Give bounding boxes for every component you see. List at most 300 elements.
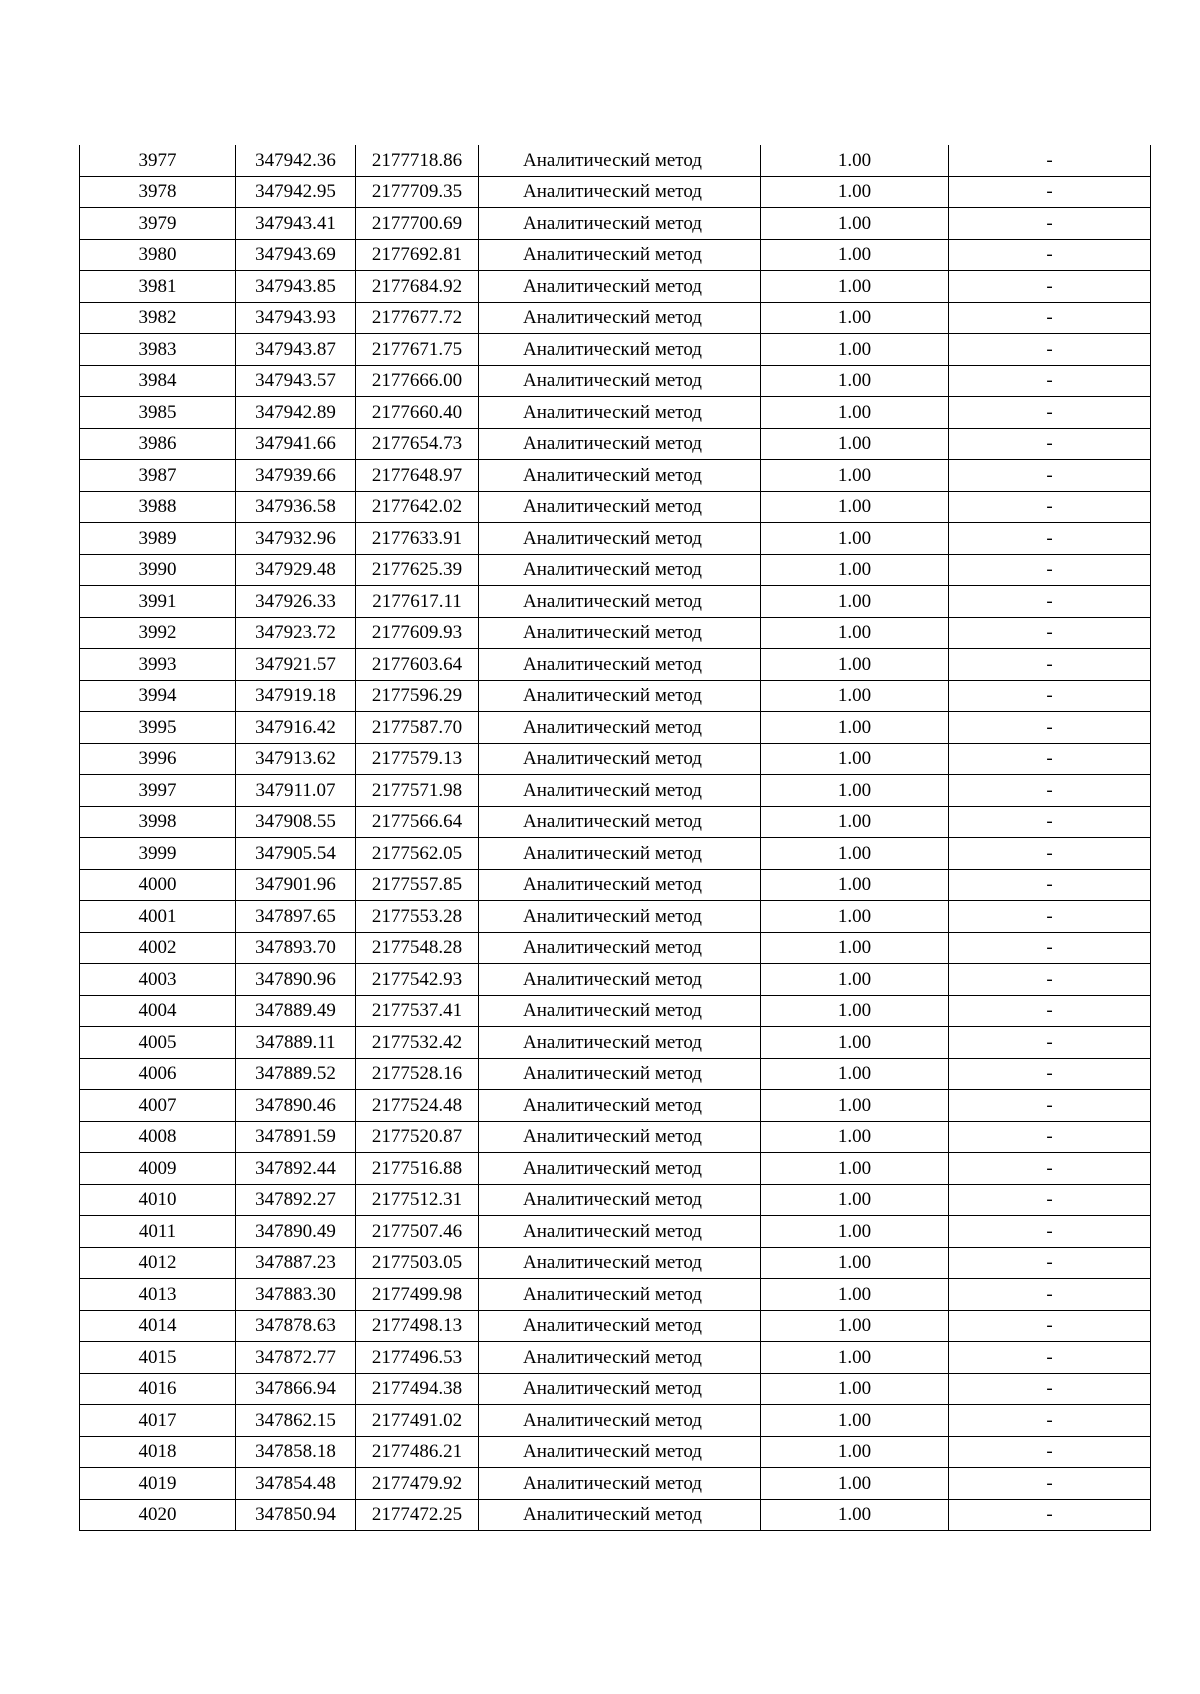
accuracy-cell: 1.00 [761, 775, 949, 807]
note-cell: - [949, 1405, 1151, 1437]
table-row [80, 334, 1151, 366]
x-coordinate-cell: 347872.77 [236, 1342, 356, 1374]
method-cell: Аналитический метод [479, 806, 761, 838]
accuracy-cell: 1.00 [761, 491, 949, 523]
y-coordinate-cell: 2177642.02 [356, 491, 479, 523]
point-number-cell: 4008 [80, 1121, 236, 1153]
x-coordinate-cell: 347908.55 [236, 806, 356, 838]
point-number-cell: 3999 [80, 838, 236, 870]
table-row [80, 775, 1151, 807]
point-number-cell: 3990 [80, 554, 236, 586]
method-cell: Аналитический метод [479, 1405, 761, 1437]
accuracy-cell: 1.00 [761, 1027, 949, 1059]
point-number-cell: 3992 [80, 617, 236, 649]
note-cell: - [949, 901, 1151, 933]
note-cell: - [949, 460, 1151, 492]
table-row [80, 932, 1151, 964]
x-coordinate-cell: 347932.96 [236, 523, 356, 555]
table-row [80, 680, 1151, 712]
accuracy-cell: 1.00 [761, 1153, 949, 1185]
y-coordinate-cell: 2177617.11 [356, 586, 479, 618]
point-number-cell: 3986 [80, 428, 236, 460]
method-cell: Аналитический метод [479, 680, 761, 712]
y-coordinate-cell: 2177548.28 [356, 932, 479, 964]
point-number-cell: 4018 [80, 1436, 236, 1468]
x-coordinate-cell: 347911.07 [236, 775, 356, 807]
y-coordinate-cell: 2177660.40 [356, 397, 479, 429]
y-coordinate-cell: 2177603.64 [356, 649, 479, 681]
y-coordinate-cell: 2177625.39 [356, 554, 479, 586]
table-row [80, 586, 1151, 618]
point-number-cell: 4010 [80, 1184, 236, 1216]
x-coordinate-cell: 347878.63 [236, 1310, 356, 1342]
note-cell: - [949, 397, 1151, 429]
note-cell: - [949, 271, 1151, 303]
x-coordinate-cell: 347858.18 [236, 1436, 356, 1468]
x-coordinate-cell: 347883.30 [236, 1279, 356, 1311]
method-cell: Аналитический метод [479, 932, 761, 964]
method-cell: Аналитический метод [479, 712, 761, 744]
table-row [80, 617, 1151, 649]
method-cell: Аналитический метод [479, 1058, 761, 1090]
table-row [80, 460, 1151, 492]
x-coordinate-cell: 347919.18 [236, 680, 356, 712]
table-row [80, 397, 1151, 429]
accuracy-cell: 1.00 [761, 712, 949, 744]
method-cell: Аналитический метод [479, 869, 761, 901]
x-coordinate-cell: 347916.42 [236, 712, 356, 744]
y-coordinate-cell: 2177648.97 [356, 460, 479, 492]
x-coordinate-cell: 347913.62 [236, 743, 356, 775]
x-coordinate-cell: 347939.66 [236, 460, 356, 492]
note-cell: - [949, 586, 1151, 618]
accuracy-cell: 1.00 [761, 1184, 949, 1216]
table-row [80, 964, 1151, 996]
table-row [80, 1090, 1151, 1122]
x-coordinate-cell: 347941.66 [236, 428, 356, 460]
y-coordinate-cell: 2177496.53 [356, 1342, 479, 1374]
accuracy-cell: 1.00 [761, 302, 949, 334]
point-number-cell: 4003 [80, 964, 236, 996]
y-coordinate-cell: 2177479.92 [356, 1468, 479, 1500]
note-cell: - [949, 491, 1151, 523]
note-cell: - [949, 806, 1151, 838]
table-row [80, 712, 1151, 744]
y-coordinate-cell: 2177503.05 [356, 1247, 479, 1279]
y-coordinate-cell: 2177553.28 [356, 901, 479, 933]
table-row [80, 302, 1151, 334]
y-coordinate-cell: 2177524.48 [356, 1090, 479, 1122]
accuracy-cell: 1.00 [761, 523, 949, 555]
y-coordinate-cell: 2177542.93 [356, 964, 479, 996]
accuracy-cell: 1.00 [761, 1216, 949, 1248]
accuracy-cell: 1.00 [761, 145, 949, 176]
table-row [80, 1373, 1151, 1405]
x-coordinate-cell: 347897.65 [236, 901, 356, 933]
table-row [80, 1436, 1151, 1468]
note-cell: - [949, 1058, 1151, 1090]
x-coordinate-cell: 347929.48 [236, 554, 356, 586]
accuracy-cell: 1.00 [761, 806, 949, 838]
x-coordinate-cell: 347905.54 [236, 838, 356, 870]
note-cell: - [949, 428, 1151, 460]
note-cell: - [949, 743, 1151, 775]
accuracy-cell: 1.00 [761, 1247, 949, 1279]
y-coordinate-cell: 2177566.64 [356, 806, 479, 838]
note-cell: - [949, 1153, 1151, 1185]
x-coordinate-cell: 347854.48 [236, 1468, 356, 1500]
x-coordinate-cell: 347942.95 [236, 176, 356, 208]
y-coordinate-cell: 2177609.93 [356, 617, 479, 649]
method-cell: Аналитический метод [479, 617, 761, 649]
method-cell: Аналитический метод [479, 460, 761, 492]
y-coordinate-cell: 2177499.98 [356, 1279, 479, 1311]
accuracy-cell: 1.00 [761, 964, 949, 996]
y-coordinate-cell: 2177557.85 [356, 869, 479, 901]
y-coordinate-cell: 2177596.29 [356, 680, 479, 712]
method-cell: Аналитический метод [479, 1279, 761, 1311]
note-cell: - [949, 302, 1151, 334]
note-cell: - [949, 176, 1151, 208]
point-number-cell: 3987 [80, 460, 236, 492]
method-cell: Аналитический метод [479, 1436, 761, 1468]
table-row [80, 806, 1151, 838]
note-cell: - [949, 995, 1151, 1027]
method-cell: Аналитический метод [479, 239, 761, 271]
note-cell: - [949, 1279, 1151, 1311]
y-coordinate-cell: 2177718.86 [356, 145, 479, 176]
method-cell: Аналитический метод [479, 1090, 761, 1122]
note-cell: - [949, 617, 1151, 649]
point-number-cell: 3981 [80, 271, 236, 303]
table-row [80, 869, 1151, 901]
table-row [80, 743, 1151, 775]
y-coordinate-cell: 2177633.91 [356, 523, 479, 555]
method-cell: Аналитический метод [479, 1342, 761, 1374]
y-coordinate-cell: 2177709.35 [356, 176, 479, 208]
point-number-cell: 4004 [80, 995, 236, 1027]
point-number-cell: 4017 [80, 1405, 236, 1437]
accuracy-cell: 1.00 [761, 334, 949, 366]
point-number-cell: 3984 [80, 365, 236, 397]
table-row [80, 176, 1151, 208]
table-row [80, 491, 1151, 523]
point-number-cell: 3994 [80, 680, 236, 712]
table-row [80, 1405, 1151, 1437]
note-cell: - [949, 208, 1151, 240]
x-coordinate-cell: 347901.96 [236, 869, 356, 901]
point-number-cell: 3991 [80, 586, 236, 618]
point-number-cell: 4013 [80, 1279, 236, 1311]
x-coordinate-cell: 347942.89 [236, 397, 356, 429]
method-cell: Аналитический метод [479, 145, 761, 176]
table-row [80, 271, 1151, 303]
note-cell: - [949, 964, 1151, 996]
method-cell: Аналитический метод [479, 334, 761, 366]
point-number-cell: 3988 [80, 491, 236, 523]
x-coordinate-cell: 347921.57 [236, 649, 356, 681]
note-cell: - [949, 712, 1151, 744]
method-cell: Аналитический метод [479, 649, 761, 681]
coordinates-table [79, 145, 1151, 1531]
coordinates-table-body [80, 145, 1151, 1531]
y-coordinate-cell: 2177532.42 [356, 1027, 479, 1059]
table-row [80, 208, 1151, 240]
method-cell: Аналитический метод [479, 1247, 761, 1279]
y-coordinate-cell: 2177507.46 [356, 1216, 479, 1248]
accuracy-cell: 1.00 [761, 617, 949, 649]
accuracy-cell: 1.00 [761, 1279, 949, 1311]
method-cell: Аналитический метод [479, 964, 761, 996]
point-number-cell: 4002 [80, 932, 236, 964]
accuracy-cell: 1.00 [761, 1436, 949, 1468]
x-coordinate-cell: 347890.96 [236, 964, 356, 996]
note-cell: - [949, 1027, 1151, 1059]
accuracy-cell: 1.00 [761, 1058, 949, 1090]
note-cell: - [949, 1468, 1151, 1500]
method-cell: Аналитический метод [479, 1373, 761, 1405]
accuracy-cell: 1.00 [761, 869, 949, 901]
note-cell: - [949, 838, 1151, 870]
point-number-cell: 4000 [80, 869, 236, 901]
table-row [80, 554, 1151, 586]
x-coordinate-cell: 347943.41 [236, 208, 356, 240]
note-cell: - [949, 775, 1151, 807]
accuracy-cell: 1.00 [761, 901, 949, 933]
method-cell: Аналитический метод [479, 743, 761, 775]
y-coordinate-cell: 2177587.70 [356, 712, 479, 744]
x-coordinate-cell: 347890.49 [236, 1216, 356, 1248]
method-cell: Аналитический метод [479, 208, 761, 240]
point-number-cell: 4006 [80, 1058, 236, 1090]
table-row [80, 1468, 1151, 1500]
accuracy-cell: 1.00 [761, 271, 949, 303]
x-coordinate-cell: 347943.69 [236, 239, 356, 271]
method-cell: Аналитический метод [479, 1499, 761, 1531]
table-row [80, 1247, 1151, 1279]
y-coordinate-cell: 2177520.87 [356, 1121, 479, 1153]
point-number-cell: 3985 [80, 397, 236, 429]
point-number-cell: 4012 [80, 1247, 236, 1279]
table-row [80, 523, 1151, 555]
accuracy-cell: 1.00 [761, 397, 949, 429]
x-coordinate-cell: 347891.59 [236, 1121, 356, 1153]
table-row [80, 995, 1151, 1027]
accuracy-cell: 1.00 [761, 932, 949, 964]
x-coordinate-cell: 347942.36 [236, 145, 356, 176]
x-coordinate-cell: 347892.27 [236, 1184, 356, 1216]
note-cell: - [949, 1090, 1151, 1122]
note-cell: - [949, 365, 1151, 397]
point-number-cell: 3996 [80, 743, 236, 775]
method-cell: Аналитический метод [479, 838, 761, 870]
method-cell: Аналитический метод [479, 775, 761, 807]
y-coordinate-cell: 2177692.81 [356, 239, 479, 271]
note-cell: - [949, 1310, 1151, 1342]
method-cell: Аналитический метод [479, 397, 761, 429]
accuracy-cell: 1.00 [761, 1342, 949, 1374]
method-cell: Аналитический метод [479, 1184, 761, 1216]
point-number-cell: 4001 [80, 901, 236, 933]
point-number-cell: 3982 [80, 302, 236, 334]
y-coordinate-cell: 2177571.98 [356, 775, 479, 807]
accuracy-cell: 1.00 [761, 460, 949, 492]
y-coordinate-cell: 2177562.05 [356, 838, 479, 870]
point-number-cell: 4007 [80, 1090, 236, 1122]
method-cell: Аналитический метод [479, 302, 761, 334]
y-coordinate-cell: 2177579.13 [356, 743, 479, 775]
table-row [80, 145, 1151, 176]
x-coordinate-cell: 347893.70 [236, 932, 356, 964]
note-cell: - [949, 1342, 1151, 1374]
y-coordinate-cell: 2177677.72 [356, 302, 479, 334]
accuracy-cell: 1.00 [761, 554, 949, 586]
point-number-cell: 4019 [80, 1468, 236, 1500]
accuracy-cell: 1.00 [761, 208, 949, 240]
point-number-cell: 3989 [80, 523, 236, 555]
accuracy-cell: 1.00 [761, 1310, 949, 1342]
x-coordinate-cell: 347866.94 [236, 1373, 356, 1405]
method-cell: Аналитический метод [479, 1153, 761, 1185]
point-number-cell: 4016 [80, 1373, 236, 1405]
accuracy-cell: 1.00 [761, 649, 949, 681]
accuracy-cell: 1.00 [761, 838, 949, 870]
point-number-cell: 3995 [80, 712, 236, 744]
method-cell: Аналитический метод [479, 1468, 761, 1500]
point-number-cell: 3997 [80, 775, 236, 807]
table-row [80, 428, 1151, 460]
x-coordinate-cell: 347943.87 [236, 334, 356, 366]
note-cell: - [949, 1499, 1151, 1531]
x-coordinate-cell: 347943.57 [236, 365, 356, 397]
x-coordinate-cell: 347936.58 [236, 491, 356, 523]
accuracy-cell: 1.00 [761, 1499, 949, 1531]
x-coordinate-cell: 347862.15 [236, 1405, 356, 1437]
y-coordinate-cell: 2177654.73 [356, 428, 479, 460]
note-cell: - [949, 1373, 1151, 1405]
table-row [80, 1216, 1151, 1248]
accuracy-cell: 1.00 [761, 365, 949, 397]
method-cell: Аналитический метод [479, 491, 761, 523]
table-row [80, 649, 1151, 681]
x-coordinate-cell: 347923.72 [236, 617, 356, 649]
method-cell: Аналитический метод [479, 1216, 761, 1248]
x-coordinate-cell: 347889.11 [236, 1027, 356, 1059]
point-number-cell: 4005 [80, 1027, 236, 1059]
note-cell: - [949, 145, 1151, 176]
accuracy-cell: 1.00 [761, 1090, 949, 1122]
note-cell: - [949, 1247, 1151, 1279]
table-row [80, 1499, 1151, 1531]
method-cell: Аналитический метод [479, 428, 761, 460]
point-number-cell: 3980 [80, 239, 236, 271]
note-cell: - [949, 649, 1151, 681]
note-cell: - [949, 1121, 1151, 1153]
x-coordinate-cell: 347850.94 [236, 1499, 356, 1531]
note-cell: - [949, 334, 1151, 366]
x-coordinate-cell: 347889.49 [236, 995, 356, 1027]
y-coordinate-cell: 2177494.38 [356, 1373, 479, 1405]
accuracy-cell: 1.00 [761, 586, 949, 618]
method-cell: Аналитический метод [479, 176, 761, 208]
point-number-cell: 4011 [80, 1216, 236, 1248]
method-cell: Аналитический метод [479, 554, 761, 586]
accuracy-cell: 1.00 [761, 680, 949, 712]
x-coordinate-cell: 347943.85 [236, 271, 356, 303]
note-cell: - [949, 554, 1151, 586]
accuracy-cell: 1.00 [761, 1468, 949, 1500]
y-coordinate-cell: 2177684.92 [356, 271, 479, 303]
point-number-cell: 4015 [80, 1342, 236, 1374]
accuracy-cell: 1.00 [761, 743, 949, 775]
method-cell: Аналитический метод [479, 1027, 761, 1059]
accuracy-cell: 1.00 [761, 1373, 949, 1405]
accuracy-cell: 1.00 [761, 1121, 949, 1153]
y-coordinate-cell: 2177666.00 [356, 365, 479, 397]
point-number-cell: 3993 [80, 649, 236, 681]
method-cell: Аналитический метод [479, 586, 761, 618]
y-coordinate-cell: 2177491.02 [356, 1405, 479, 1437]
accuracy-cell: 1.00 [761, 1405, 949, 1437]
table-row [80, 365, 1151, 397]
point-number-cell: 3983 [80, 334, 236, 366]
accuracy-cell: 1.00 [761, 239, 949, 271]
point-number-cell: 3977 [80, 145, 236, 176]
point-number-cell: 4014 [80, 1310, 236, 1342]
point-number-cell: 4020 [80, 1499, 236, 1531]
method-cell: Аналитический метод [479, 901, 761, 933]
x-coordinate-cell: 347889.52 [236, 1058, 356, 1090]
y-coordinate-cell: 2177498.13 [356, 1310, 479, 1342]
table-row [80, 1027, 1151, 1059]
table-row [80, 1279, 1151, 1311]
table-row [80, 1153, 1151, 1185]
table-row [80, 838, 1151, 870]
note-cell: - [949, 1216, 1151, 1248]
y-coordinate-cell: 2177516.88 [356, 1153, 479, 1185]
method-cell: Аналитический метод [479, 271, 761, 303]
method-cell: Аналитический метод [479, 1121, 761, 1153]
x-coordinate-cell: 347926.33 [236, 586, 356, 618]
x-coordinate-cell: 347887.23 [236, 1247, 356, 1279]
x-coordinate-cell: 347890.46 [236, 1090, 356, 1122]
accuracy-cell: 1.00 [761, 995, 949, 1027]
method-cell: Аналитический метод [479, 365, 761, 397]
y-coordinate-cell: 2177512.31 [356, 1184, 479, 1216]
point-number-cell: 3998 [80, 806, 236, 838]
table-row [80, 1184, 1151, 1216]
accuracy-cell: 1.00 [761, 428, 949, 460]
method-cell: Аналитический метод [479, 995, 761, 1027]
y-coordinate-cell: 2177528.16 [356, 1058, 479, 1090]
point-number-cell: 3979 [80, 208, 236, 240]
method-cell: Аналитический метод [479, 523, 761, 555]
table-row [80, 239, 1151, 271]
y-coordinate-cell: 2177486.21 [356, 1436, 479, 1468]
note-cell: - [949, 869, 1151, 901]
note-cell: - [949, 932, 1151, 964]
x-coordinate-cell: 347892.44 [236, 1153, 356, 1185]
x-coordinate-cell: 347943.93 [236, 302, 356, 334]
point-number-cell: 4009 [80, 1153, 236, 1185]
y-coordinate-cell: 2177671.75 [356, 334, 479, 366]
method-cell: Аналитический метод [479, 1310, 761, 1342]
table-row [80, 1310, 1151, 1342]
note-cell: - [949, 1184, 1151, 1216]
point-number-cell: 3978 [80, 176, 236, 208]
note-cell: - [949, 523, 1151, 555]
note-cell: - [949, 1436, 1151, 1468]
